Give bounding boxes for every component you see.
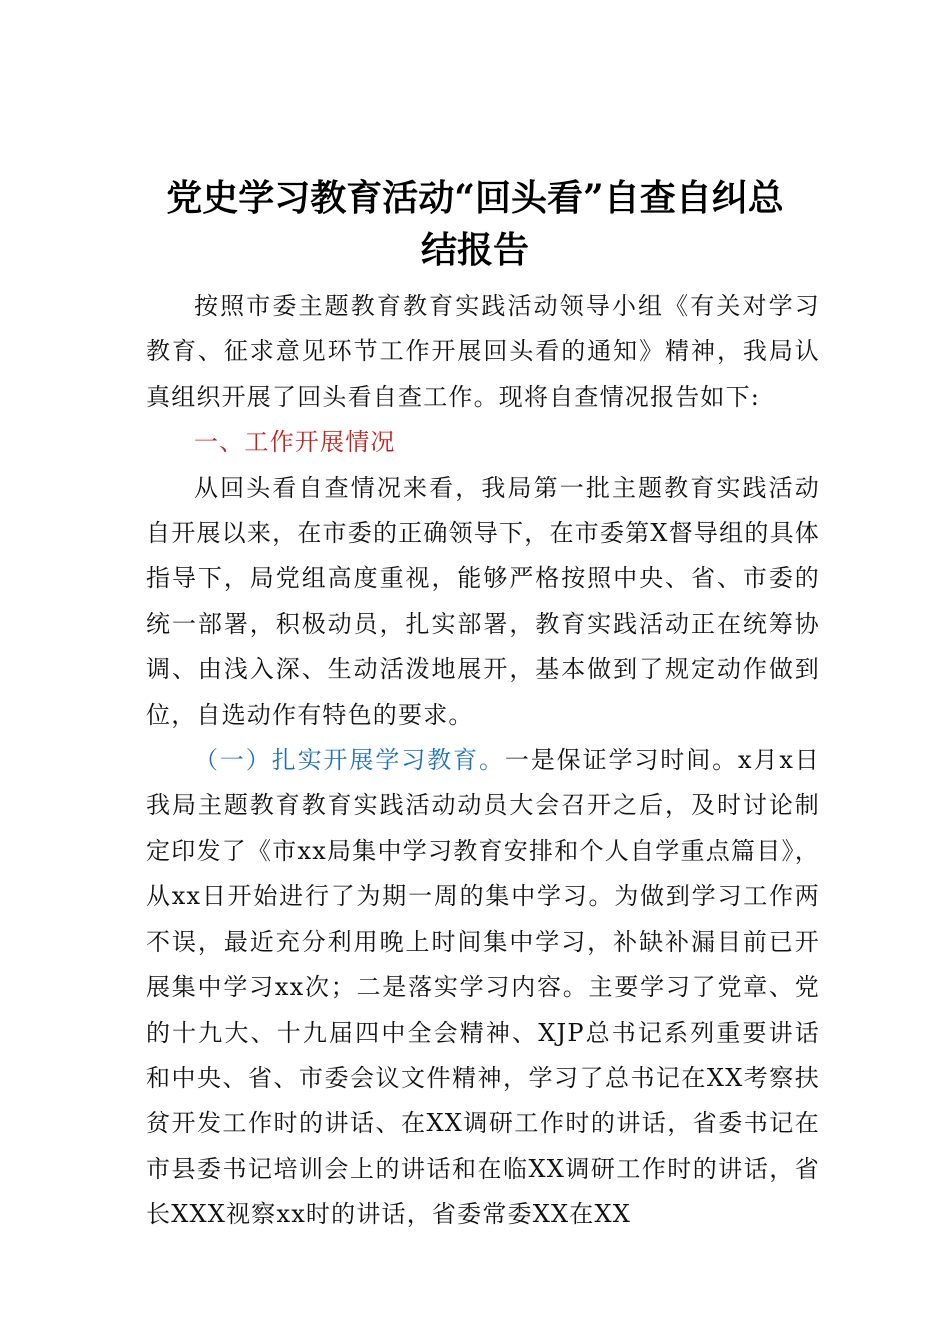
section-heading-1: 一、工作开展情况 bbox=[194, 428, 396, 457]
title-line-1: 党史学习教育活动“回头看”自查自纠总 bbox=[166, 177, 784, 220]
section-1-paragraph: 从回头看自查情况来看，我局第一批主题教育实践活动自开展以来，在市委的正确领导下，在市委第X督导组的具体指导下，局党组高度重视，能够严格按照中央、省、市委的统一部署，积极动员，扎实部署，教育实践活动正在统筹协调、由浅入深、生动活泼地展开，基本做到了规定动作做到位，自选动作有特色的要求。 bbox=[146, 473, 820, 729]
document-body bbox=[146, 284, 820, 1238]
subsection-heading-1: （一）扎实开展学习教育。 bbox=[194, 746, 505, 775]
subsection-1-paragraph bbox=[146, 738, 820, 1237]
intro-paragraph: 按照市委主题教育教育实践活动领导小组《有关对学习教育、征求意见环节工作开展回头看的通知》精神，我局认真组织开展了回头看自查工作。现将自查情况报告如下: bbox=[146, 292, 820, 411]
title-line-2: 结报告 bbox=[420, 229, 529, 272]
subsection-1-text: 一是保证学习时间。x月x日我局主题教育教育实践活动动员大会召开之后，及时讨论制定印发了《市xx局集中学习教育安排和个人自学重点篇目》，从xx日开始进行了为期一周的集中学习。为做到学习工作两不误，最近充分利用晚上时间集中学习，补缺补漏目前已开展集中学习xx次；二是落实学习内容。主要学习了党章、党的十九大、十九届四中全会精神、XJP总书记系列重要讲话和中央、省、市委会议文件精神，学习了总书记在XX考察扶贫开发工作时的讲话、在XX调研工作时的讲话，省委书记在市县委书记培训会上的讲话和在临XX调研工作时的讲话，省长XXX视察xx时的讲话，省委常委XX在XX bbox=[146, 746, 821, 1229]
document-title bbox=[130, 172, 820, 276]
